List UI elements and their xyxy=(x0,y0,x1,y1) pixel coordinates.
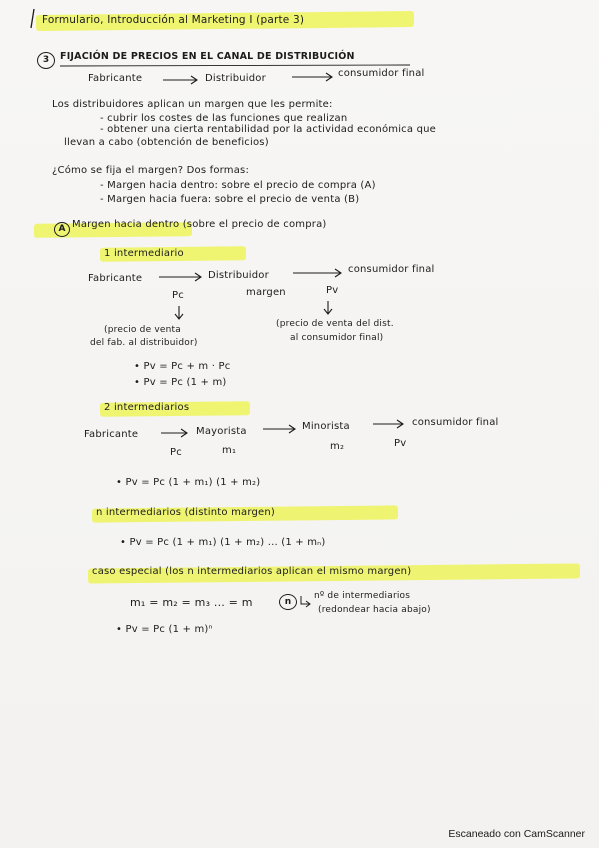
one-distribuidor: Distribuidor xyxy=(208,270,269,281)
special-note-2: (redondear hacia abajo) xyxy=(318,605,431,615)
section-heading: FIJACIÓN DE PRECIOS EN EL CANAL DE DISTRIBUCIÓN xyxy=(60,51,355,62)
special-note-1: nº de intermediarios xyxy=(314,591,411,601)
arrow-right-icon xyxy=(162,75,200,85)
one-formula-1: • Pv = Pc + m · Pc xyxy=(134,361,231,372)
how-question: ¿Cómo se fija el margen? Dos formas: xyxy=(52,165,250,176)
a-heading-text: Margen hacia dentro (sobre el precio de compra) xyxy=(72,219,327,230)
two-fabricante: Fabricante xyxy=(84,429,139,440)
arrow-down-icon xyxy=(323,300,333,316)
one-consumidor: consumidor final xyxy=(348,264,435,275)
one-note-pc-2: del fab. al distribuidor) xyxy=(90,338,198,348)
arrow-right-icon xyxy=(158,272,204,282)
n-formula: • Pv = Pc (1 + m₁) (1 + m₂) ... (1 + mₙ) xyxy=(120,537,326,548)
chain-fabricante: Fabricante xyxy=(88,73,143,84)
arrow-right-icon xyxy=(292,268,344,278)
special-label: caso especial (los n intermediarios aplican el mismo margen) xyxy=(92,566,412,577)
one-note-pv-1: (precio de venta del dist. xyxy=(276,319,394,329)
n-circle: n xyxy=(279,594,297,610)
arrow-right-icon xyxy=(160,428,190,438)
page-title: Formulario, Introducción al Marketing I (parte 3) xyxy=(42,14,305,26)
special-formula: • Pv = Pc (1 + m)ⁿ xyxy=(116,624,213,635)
one-formula-2: • Pv = Pc (1 + m) xyxy=(134,377,227,388)
arrow-right-icon xyxy=(372,419,406,429)
two-label: 2 intermediarios xyxy=(104,402,190,413)
two-pv: Pv xyxy=(394,438,407,449)
one-margen: margen xyxy=(246,287,286,298)
one-note-pv-2: al consumidor final) xyxy=(290,333,384,343)
how-option-b: - Margen hacia fuera: sobre el precio de venta (B) xyxy=(100,194,360,205)
arrow-down-icon xyxy=(174,305,184,321)
distributors-intro: Los distribuidores aplican un margen que les permite: xyxy=(52,99,333,110)
chain-consumidor: consumidor final xyxy=(338,68,425,79)
two-m1: m₁ xyxy=(222,445,237,456)
two-m2: m₂ xyxy=(330,441,345,452)
two-pc: Pc xyxy=(170,447,182,458)
two-mayorista: Mayorista xyxy=(196,426,247,437)
two-consumidor: consumidor final xyxy=(412,417,499,428)
chain-distribuidor: Distribuidor xyxy=(205,73,266,84)
distributors-item-2-cont: llevan a cabo (obtención de beneficios) xyxy=(64,137,269,148)
distributors-item-2: - obtener una cierta rentabilidad por la actividad económica que xyxy=(100,124,437,135)
arrow-right-icon xyxy=(262,424,298,434)
scanner-watermark: Escaneado con CamScanner xyxy=(448,828,585,840)
how-option-a: - Margen hacia dentro: sobre el precio de compra (A) xyxy=(100,180,376,191)
one-note-pc-1: (precio de venta xyxy=(104,325,182,335)
special-equal: m₁ = m₂ = m₃ ... = m xyxy=(130,596,253,609)
two-formula: • Pv = Pc (1 + m₁) (1 + m₂) xyxy=(116,477,261,488)
one-fabricante: Fabricante xyxy=(88,273,143,284)
a-letter-circle: A xyxy=(54,222,70,237)
arrow-right-icon xyxy=(291,72,335,82)
one-label: 1 intermediario xyxy=(104,248,184,259)
one-pc: Pc xyxy=(172,290,184,301)
n-label: n intermediarios (distinto margen) xyxy=(96,507,276,518)
two-minorista: Minorista xyxy=(302,421,350,432)
one-pv: Pv xyxy=(326,285,339,296)
section-number: 3 xyxy=(37,52,55,69)
distributors-item-1: - cubrir los costes de las funciones que realizan xyxy=(100,113,348,124)
hook-arrow-icon xyxy=(299,594,313,608)
